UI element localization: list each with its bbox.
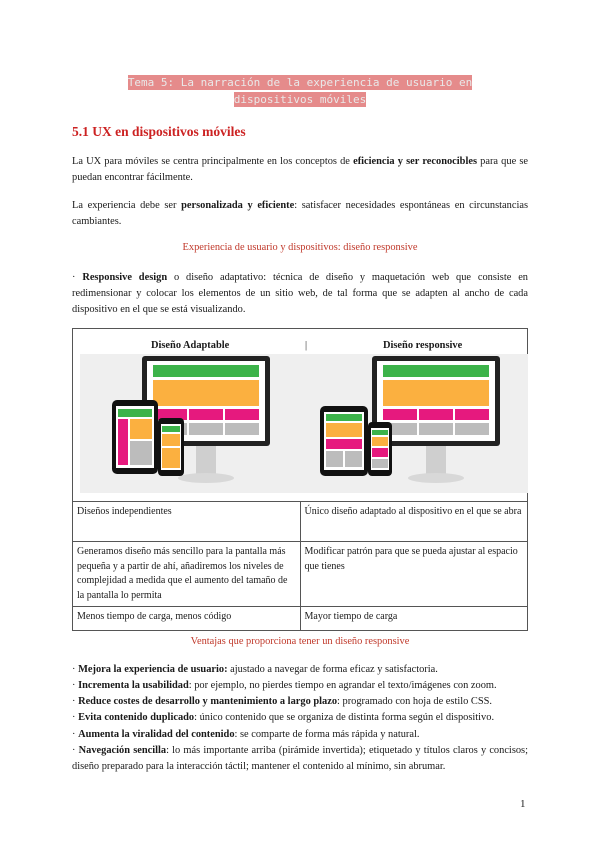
document-title — [108, 74, 492, 108]
subheading-responsive: Experiencia de usuario y dispositivos: diseño responsive — [182, 242, 418, 253]
paragraph-responsive-design — [72, 270, 528, 318]
paragraph2-bold: personalizada y eficiente — [181, 200, 295, 211]
comparison-table — [72, 328, 528, 631]
list-item: · Navegación sencilla: lo más importante arriba (pirámide invertida); etiquetado y títulos claros y concisos; diseño preparado para la interacción táctil; mantener el contenido al mínimo, sin abrumar. — [72, 744, 528, 772]
page-number: 1 — [520, 798, 526, 810]
paragraph3-bold: Responsive design — [82, 272, 168, 283]
table-row — [73, 607, 528, 631]
paragraph1-text-end: para que se puedan encontrar fácilmente. — [72, 156, 528, 184]
table-row — [73, 502, 528, 542]
table-cell: Mayor tiempo de carga — [300, 607, 528, 631]
section-heading: 5.1 UX en dispositivos móviles — [72, 124, 246, 139]
responsive-devices — [320, 356, 500, 483]
adaptable-devices — [112, 356, 270, 483]
table-cell: Modificar patrón para que se pueda ajustar al espacio que tienes — [300, 542, 528, 607]
table-cell: Único diseño adaptado al dispositivo en el que se abra — [300, 502, 528, 542]
paragraph2-text-end: : satisfacer necesidades espontáneas en circunstancias cambiantes. — [72, 200, 528, 228]
table-header-row — [73, 329, 528, 502]
title-line-2: dispositivos móviles — [233, 93, 367, 106]
paragraph1-text: La UX para móviles se centra principalmente en los conceptos de — [72, 156, 354, 167]
table-row — [73, 542, 528, 607]
table-cell: Menos tiempo de carga, menos código — [73, 607, 301, 631]
paragraph-experiencia — [72, 198, 528, 230]
devices-illustration-svg — [80, 354, 528, 493]
list-item: · Reduce costes de desarrollo y mantenimiento a largo plazo: programado con hoja de estilo CSS. — [72, 696, 493, 708]
list-item: · Incrementa la usabilidad: por ejemplo, no pierdes tiempo en agrandar el texto/imágenes con zoom. — [72, 680, 497, 692]
list-item: · Mejora la experiencia de usuario: ajustado a navegar de forma eficaz y satisfactoria. — [72, 664, 438, 675]
paragraph1-bold: eficiencia y ser reconocibles — [353, 156, 477, 167]
paragraph3-text: o diseño adaptativo: técnica de diseño y maquetación web que consiste en redimensionar y colocar los elementos de un sitio web, de tal forma que se adapten al ancho de cada dispositivo en el que se está visualizando. — [72, 272, 528, 316]
title-line-1: Tema 5: La narración de la experiencia de usuario en — [127, 76, 473, 89]
advantages-list — [72, 662, 528, 775]
devices-illustration — [80, 354, 528, 493]
subheading-ventajas: Ventajas que proporciona tener un diseño responsive — [190, 636, 410, 647]
col-title-adaptable: Diseño Adaptable — [151, 340, 230, 351]
paragraph-ux-moviles — [72, 154, 528, 186]
column-separator: | — [305, 340, 308, 351]
list-item: · Aumenta la viralidad del contenido: se comparte de forma más rápida y natural. — [72, 728, 420, 740]
table-cell: Generamos diseño más sencillo para la pantalla más pequeña y a partir de ahí, añadiremos los niveles de complejidad a medida que el aumento del tamaño de la pantalla lo permita — [73, 542, 301, 607]
paragraph2-text: La experiencia debe ser — [72, 200, 182, 211]
table-cell: Diseños independientes — [73, 502, 301, 542]
table-header-cell — [73, 329, 528, 502]
paragraph3-bullet: · — [72, 272, 83, 283]
col-title-responsive: Diseño responsive — [383, 340, 463, 351]
list-item: · Evita contenido duplicado: único contenido que se organiza de distinta forma según el dispositivo. — [72, 712, 495, 724]
